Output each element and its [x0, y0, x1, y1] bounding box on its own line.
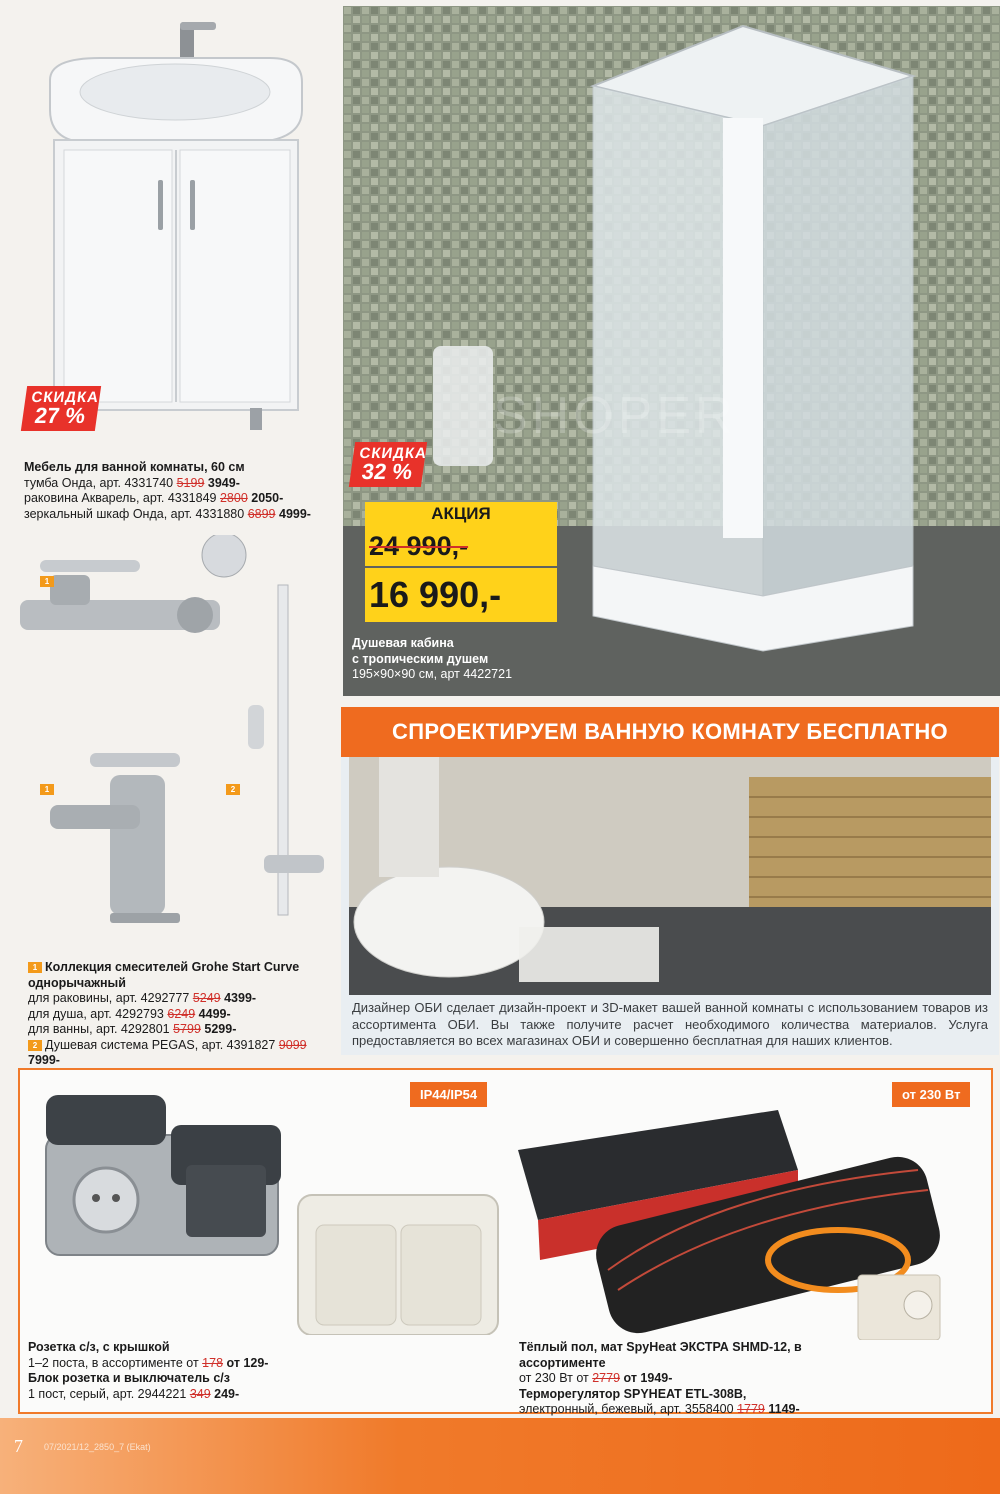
badge-line1: СКИДКА	[358, 445, 429, 462]
switch-block-line: 1 пост, серый, арт. 2944221 349 249-	[28, 1386, 240, 1401]
new-price	[365, 568, 557, 622]
page-number: 7	[14, 1436, 23, 1456]
ip-tag: IP44/IP54	[410, 1082, 487, 1107]
shower-text	[352, 636, 652, 683]
watermark-text: SHOPER	[493, 387, 737, 445]
marker-1-bottom: 1	[40, 784, 54, 795]
furniture-text	[24, 460, 344, 522]
promo-label-text: АКЦИЯ	[431, 504, 491, 523]
furniture-line: тумба Онда, арт. 4331740 5199 3949-	[24, 475, 240, 490]
promo-label	[365, 502, 557, 526]
faucet-system-line: 2 Душевая система PEGAS, арт. 4391827 9099 7999-	[28, 1037, 307, 1067]
heated-floor-photo	[518, 1110, 980, 1340]
floor-text	[519, 1340, 869, 1418]
design-header: СПРОЕКТИРУЕМ ВАННУЮ КОМНАТУ БЕСПЛАТНО	[341, 707, 999, 757]
design-text: Дизайнер ОБИ сделает дизайн-проект и 3D-макет вашей ванной комнаты с использованием товаров из ассортимента ОБИ. Вы также получите расчет необходимого количества материалов. Услуга предоставляется во всех магазинах ОБИ и совершенно бесплатная для наших клиентов.	[352, 1000, 988, 1048]
thermostat-title: Терморегулятор SPYHEAT ETL-308B,	[519, 1386, 747, 1401]
badge-line2: 32 %	[360, 459, 414, 484]
shower-spec: 195×90×90 см, арт 4422721	[352, 667, 513, 681]
switch-block-title: Блок розетка и выключатель с/з	[28, 1371, 230, 1385]
sockets-photo	[36, 1085, 516, 1335]
faucet-line: для раковины, арт. 4292777 5249 4399-	[28, 991, 257, 1005]
marker-1-top: 1	[40, 576, 54, 587]
furniture-title: Мебель для ванной комнаты, 60 см	[24, 460, 245, 474]
faucet-system-marker: 2	[28, 1040, 42, 1051]
furniture-line: зеркальный шкаф Онда, арт. 4331880 6899 4999-	[24, 506, 311, 521]
socket-title: Розетка с/з, с крышкой	[28, 1340, 170, 1354]
furniture-line: раковина Акварель, арт. 4331849 2800 2050-	[24, 491, 284, 505]
new-price-text: 16 990,-	[369, 574, 502, 615]
thermostat-line: электронный, бежевый, арт. 3558400 1779 1149-	[519, 1402, 800, 1416]
old-price-text: 24 990,-	[369, 531, 469, 561]
faucet-line: для душа, арт. 4292793 6249 4499-	[28, 1006, 231, 1021]
furniture-photo	[40, 10, 310, 440]
badge-line1: СКИДКА	[30, 389, 101, 406]
badge-line2: 27 %	[33, 403, 87, 428]
shower-title-1: Душевая кабина	[352, 636, 454, 650]
shower-title-2: с тропическим душем	[352, 651, 489, 666]
marker-2: 2	[226, 784, 240, 795]
footer-bar	[0, 1418, 1000, 1494]
faucets-title-marker: 1	[28, 962, 42, 973]
floor-title: Тёплый пол, мат SpyHeat ЭКСТРА SHMD-12, в ассортименте	[519, 1340, 802, 1370]
footer-code: 07/2021/12_2850_7 (Ekat)	[44, 1442, 151, 1452]
faucets-text	[28, 960, 338, 1069]
faucets-photo	[10, 535, 330, 955]
old-price	[365, 526, 557, 566]
faucets-title-2: однорычажный	[28, 975, 126, 990]
furniture-discount-badge	[21, 386, 101, 431]
faucets-title-1: 1 Коллекция смесителей Grohe Start Curve	[28, 960, 338, 976]
shower-discount-badge	[349, 442, 427, 487]
bathroom-interior-photo	[349, 757, 991, 995]
faucet-line: для ванны, арт. 4292801 5799 5299-	[28, 1022, 237, 1036]
floor-line: от 230 Вт от 2779 от 1949-	[519, 1371, 673, 1385]
socket-line: 1–2 поста, в ассортименте от 178 от 129-	[28, 1355, 269, 1370]
power-tag: от 230 Вт	[892, 1082, 970, 1107]
sockets-text	[28, 1340, 348, 1402]
